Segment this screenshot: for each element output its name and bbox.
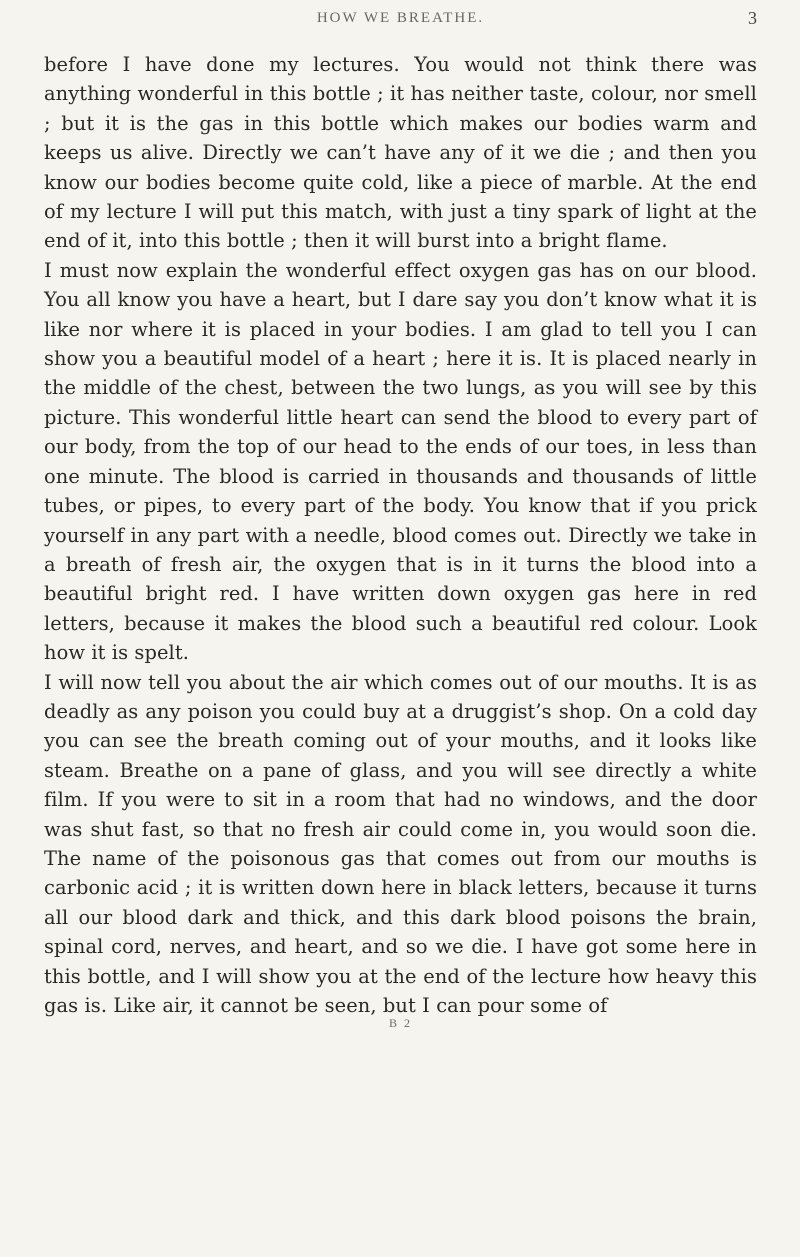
paragraph-1: before I have done my lectures. You would not think there was anything wonderful in this bottle ; it has neither taste, colour, nor smell ; but it is the gas in this bottle which makes our bodies warm and keeps us alive. Directly we can’t have any of it we die ; and then you know our bodies become quite cold, like a piece of marble. At the end of my lecture I will put this match, with just a tiny spark of light at the end of it, into this bottle ; then it will burst into a bright flame. xyxy=(44,53,757,253)
page-number: 3 xyxy=(748,8,757,28)
running-head xyxy=(44,10,757,38)
paragraph-2: I must now explain the wonderful effect oxygen gas has on our blood. You all know you have a heart, but I dare say you don’t know what it is like nor where it is placed in your bodies. I am glad to tell you I can show you a beautiful model of a heart ; here it is. It is placed nearly in the middle of the chest, between the two lungs, as you will see by this picture. This wonderful little heart can send the blood to every part of our body, from the top of our head to the ends of our toes, in less than one minute. The blood is carried in thousands and thousands of little tubes, or pipes, to every part of the body. You know that if you prick yourself in any part with a needle, blood comes out. Directly we take in a breath of fresh air, the oxygen that is in it turns the blood into a beautiful bright red. I have written down oxygen gas here in red letters, because it makes the blood such a beautiful red colour. Look how it is spelt. xyxy=(44,258,757,665)
body-text xyxy=(44,50,757,1020)
signature-mark: B 2 xyxy=(388,1016,412,1031)
paragraph-3: I will now tell you about the air which comes out of our mouths. It is as deadly as any poison you could buy at a druggist’s shop. On a cold day you can see the breath coming out of your mouths, and it looks like steam. Breathe on a pane of glass, and you will see directly a white film. If you were to sit in a room that had no windows, and the door was shut fast, so that no fresh air could come in, you would soon die. The name of the poisonous gas that comes out from our mouths is carbonic acid ; it is written down here in black letters, because it turns all our blood dark and thick, and this dark blood poisons the brain, spinal cord, nerves, and heart, and so we die. I have got some here in this bottle, and I will show you at the end of the lecture how heavy this gas is. Like air, it cannot be seen, but I can pour some of xyxy=(44,670,757,1017)
running-title: HOW WE BREATHE. xyxy=(316,10,485,26)
